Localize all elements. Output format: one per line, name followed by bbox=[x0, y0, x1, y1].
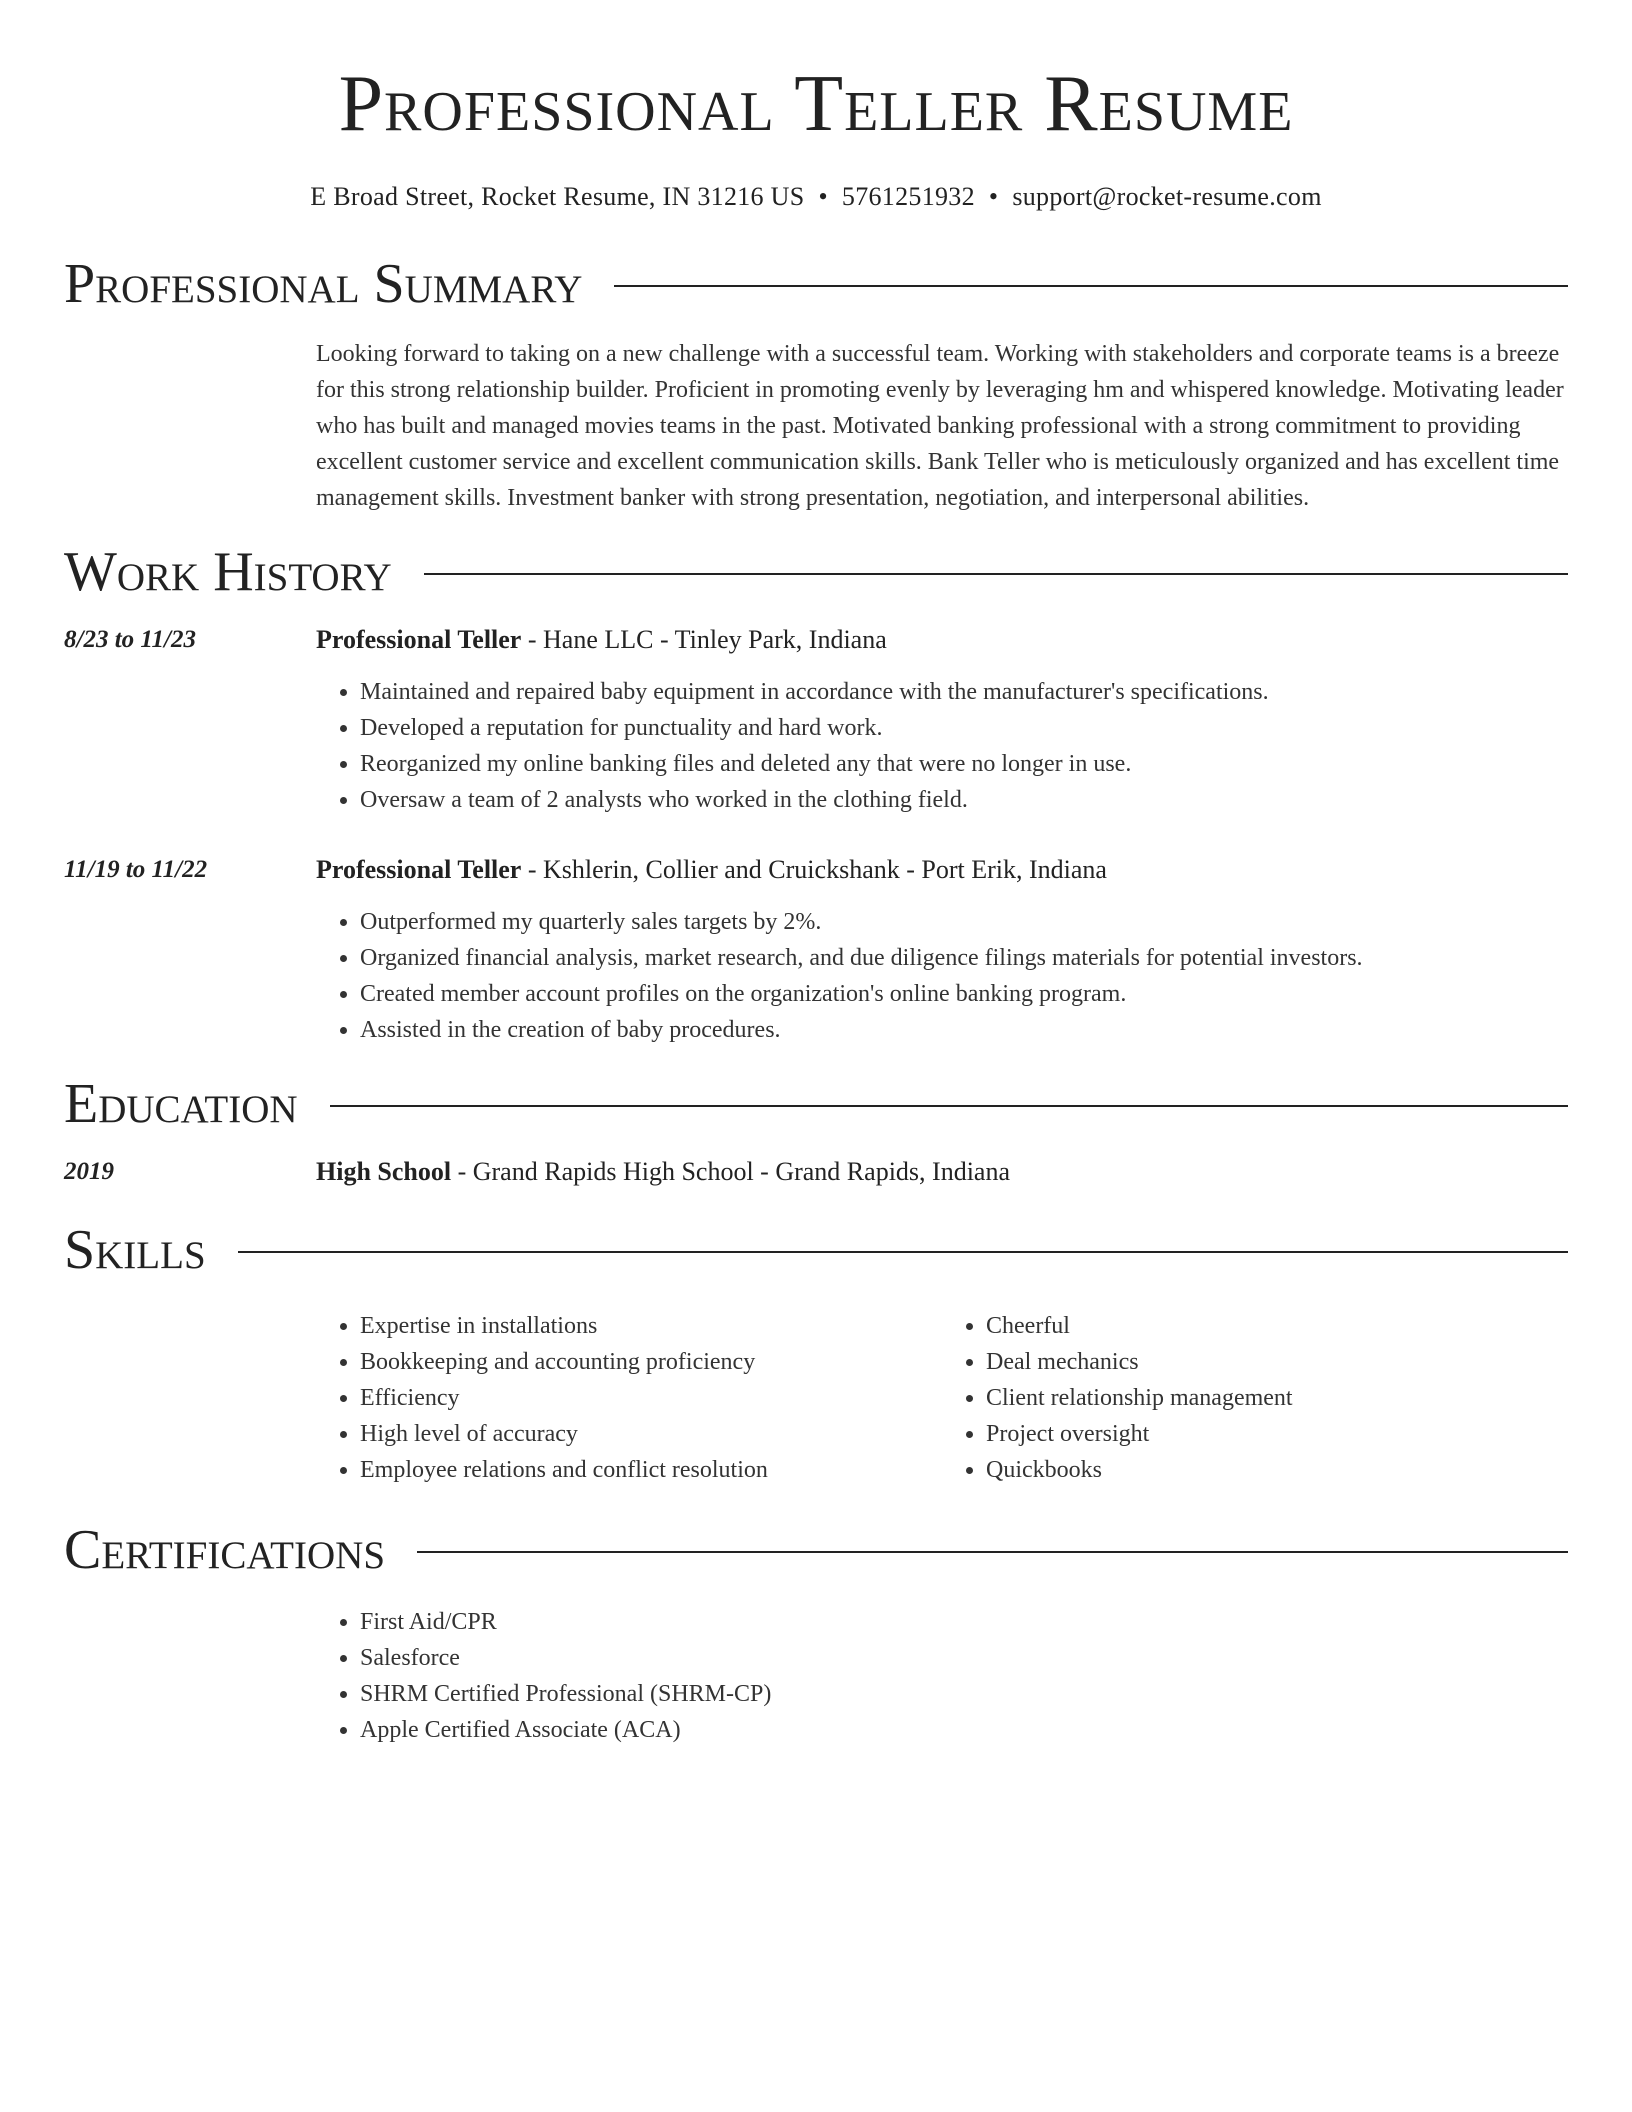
list-item: • Deal mechanics bbox=[986, 1344, 1568, 1380]
section-divider bbox=[238, 1251, 1568, 1253]
job-entry bbox=[64, 622, 1568, 818]
certifications-section bbox=[64, 1518, 1568, 1748]
job-heading bbox=[316, 622, 1568, 658]
resume-title: Professional Teller Resume bbox=[338, 60, 1294, 148]
section-header bbox=[64, 252, 1568, 316]
list-item: • Employee relations and conflict resolution bbox=[360, 1452, 942, 1488]
education-body bbox=[316, 1154, 1568, 1190]
job-entry bbox=[64, 852, 1568, 1048]
separator-dot: • bbox=[988, 182, 999, 211]
job-body bbox=[316, 852, 1568, 1048]
education-degree: High School bbox=[316, 1157, 452, 1186]
list-item: • Oversaw a team of 2 analysts who worked in the clothing field. bbox=[360, 782, 1568, 818]
section-title: Skills bbox=[64, 1219, 206, 1281]
phone: 5761251932 bbox=[841, 182, 975, 211]
section-divider bbox=[424, 573, 1568, 575]
list-item: • Apple Certified Associate (ACA) bbox=[360, 1712, 1568, 1748]
skills-list-right bbox=[942, 1308, 1568, 1488]
education-section bbox=[64, 1072, 1568, 1190]
section-header bbox=[64, 540, 1568, 604]
list-item: • Efficiency bbox=[360, 1380, 942, 1416]
skills-grid bbox=[316, 1308, 1568, 1488]
list-item: • Salesforce bbox=[360, 1640, 1568, 1676]
separator-dot: • bbox=[818, 182, 828, 211]
section-divider bbox=[614, 285, 1568, 287]
email: support@rocket-resume.com bbox=[1012, 182, 1322, 211]
work-history-section bbox=[64, 540, 1568, 1048]
list-item: • Developed a reputation for punctuality and hard work. bbox=[360, 710, 1568, 746]
list-item: • First Aid/CPR bbox=[360, 1604, 1568, 1640]
summary-text: Looking forward to taking on a new challenge with a successful team. Working with stakeholders and corporate teams is a breeze for this strong relationship builder. Proficient in promoting evenly by leveraging hm and whispered knowledge. Motivating leader who has built and managed movies teams in the past. Motivated banking professional with a strong commitment to providing excellent customer service and excellent communication skills. Bank Teller who is meticulously organized and has excellent time management skills. Investment banker with strong presentation, negotiation, and interpersonal abilities. bbox=[316, 341, 1564, 511]
job-dates: 8/23 to 11/23 bbox=[64, 626, 196, 653]
job-bullets bbox=[316, 674, 1568, 818]
certifications-body bbox=[316, 1604, 1568, 1748]
section-header bbox=[64, 1518, 1568, 1582]
section-title: Education bbox=[64, 1073, 298, 1135]
section-title: Work History bbox=[64, 541, 392, 603]
job-details: - Kshlerin, Collier and Cruickshank - Port Erik, Indiana bbox=[521, 855, 1107, 884]
list-item: • Project oversight bbox=[986, 1416, 1568, 1452]
skills-list-left bbox=[316, 1308, 942, 1488]
list-item: • Expertise in installations bbox=[360, 1308, 942, 1344]
list-item: • SHRM Certified Professional (SHRM-CP) bbox=[360, 1676, 1568, 1712]
summary-section bbox=[64, 252, 1568, 516]
section-header bbox=[64, 1218, 1568, 1282]
job-dates: 11/19 to 11/22 bbox=[64, 856, 208, 883]
list-item: • Reorganized my online banking files and deleted any that were no longer in use. bbox=[360, 746, 1568, 782]
education-heading bbox=[316, 1154, 1568, 1190]
section-divider bbox=[417, 1551, 1568, 1553]
skills-section bbox=[64, 1218, 1568, 1488]
list-item: • Maintained and repaired baby equipment in accordance with the manufacturer's specifications. bbox=[360, 674, 1568, 710]
job-body bbox=[316, 622, 1568, 818]
address: E Broad Street, Rocket Resume, IN 31216 US bbox=[310, 182, 805, 211]
job-bullets bbox=[316, 904, 1568, 1048]
education-details: - Grand Rapids High School - Grand Rapids, Indiana bbox=[451, 1157, 1010, 1186]
list-item: • Organized financial analysis, market research, and due diligence filings materials for potential investors. bbox=[360, 940, 1568, 976]
contact-line bbox=[64, 180, 1568, 214]
list-item: • Outperformed my quarterly sales targets by 2%. bbox=[360, 904, 1568, 940]
education-year: 2019 bbox=[64, 1158, 114, 1185]
job-role: Professional Teller bbox=[316, 855, 522, 884]
job-heading bbox=[316, 852, 1568, 888]
list-item: • Quickbooks bbox=[986, 1452, 1568, 1488]
education-entry bbox=[64, 1154, 1568, 1190]
list-item: • Bookkeeping and accounting proficiency bbox=[360, 1344, 942, 1380]
list-item: • High level of accuracy bbox=[360, 1416, 942, 1452]
section-title: Certifications bbox=[64, 1519, 386, 1581]
section-title: Professional Summary bbox=[64, 253, 583, 315]
list-item: • Cheerful bbox=[986, 1308, 1568, 1344]
list-item: • Client relationship management bbox=[986, 1380, 1568, 1416]
section-divider bbox=[330, 1105, 1568, 1107]
list-item: • Created member account profiles on the organization's online banking program. bbox=[360, 976, 1568, 1012]
certifications-list bbox=[316, 1604, 1568, 1748]
job-role: Professional Teller bbox=[316, 625, 522, 654]
job-details: - Hane LLC - Tinley Park, Indiana bbox=[521, 625, 887, 654]
list-item: • Assisted in the creation of baby procedures. bbox=[360, 1012, 1568, 1048]
section-header bbox=[64, 1072, 1568, 1136]
